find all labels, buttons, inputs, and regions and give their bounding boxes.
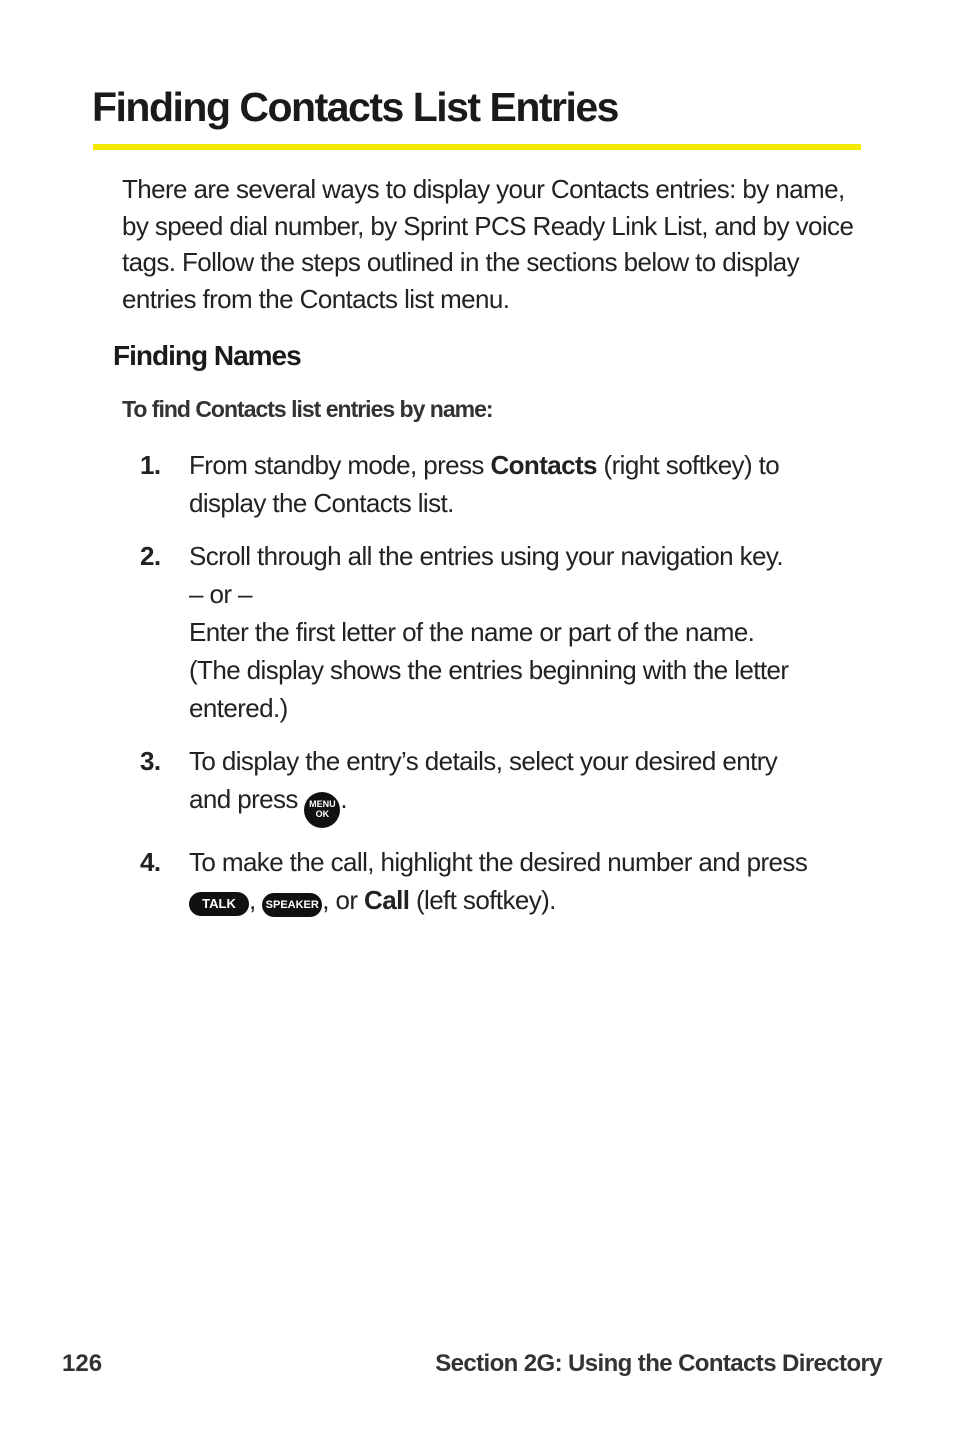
talk-key-icon: TALK <box>189 892 249 916</box>
title-rule <box>93 144 861 150</box>
or-separator: – or – <box>189 579 252 609</box>
step-4 <box>140 843 870 919</box>
section-footer: Section 2G: Using the Contacts Directory <box>435 1350 882 1377</box>
page-title: Finding Contacts List Entries <box>92 84 618 130</box>
step-line: (The display shows the entries beginning with the letter <box>189 655 789 685</box>
step-number: 1. <box>140 450 161 480</box>
step-line: To display the entry’s details, select your desired entry <box>189 746 778 776</box>
step-1 <box>140 446 870 522</box>
step-3 <box>140 742 870 828</box>
procedure-heading: To find Contacts list entries by name: <box>122 396 493 422</box>
step-number: 3. <box>140 746 161 776</box>
step-line: To make the call, highlight the desired number and press <box>189 847 808 877</box>
step-line: From standby mode, press Contacts (right softkey) to <box>189 450 780 480</box>
step-line: and press MENU OK . <box>189 780 870 828</box>
contacts-softkey-label: Contacts <box>490 450 597 480</box>
steps-list <box>140 446 870 919</box>
step-number: 2. <box>140 541 161 571</box>
step-line: entered.) <box>189 693 288 723</box>
page-number: 126 <box>62 1350 103 1377</box>
step-line: Scroll through all the entries using your navigation key. <box>189 541 784 571</box>
menu-ok-key-icon: MENU OK <box>304 792 340 828</box>
step-line: Enter the first letter of the name or part of the name. <box>189 617 755 647</box>
step-line: display the Contacts list. <box>189 488 454 518</box>
intro-paragraph: There are several ways to display your Contacts entries: by name, by speed dial number, by Sprint PCS Ready Link List, and by voice tags. Follow the steps outlined in the sections below to display entries from the Contacts list menu. <box>122 174 854 314</box>
step-2 <box>140 537 870 727</box>
speaker-key-icon: SPEAKER <box>262 893 322 917</box>
step-line: TALK , SPEAKER , or Call (left softkey). <box>189 881 870 919</box>
section-heading: Finding Names <box>113 340 301 371</box>
call-softkey-label: Call <box>364 885 410 915</box>
step-number: 4. <box>140 847 161 877</box>
